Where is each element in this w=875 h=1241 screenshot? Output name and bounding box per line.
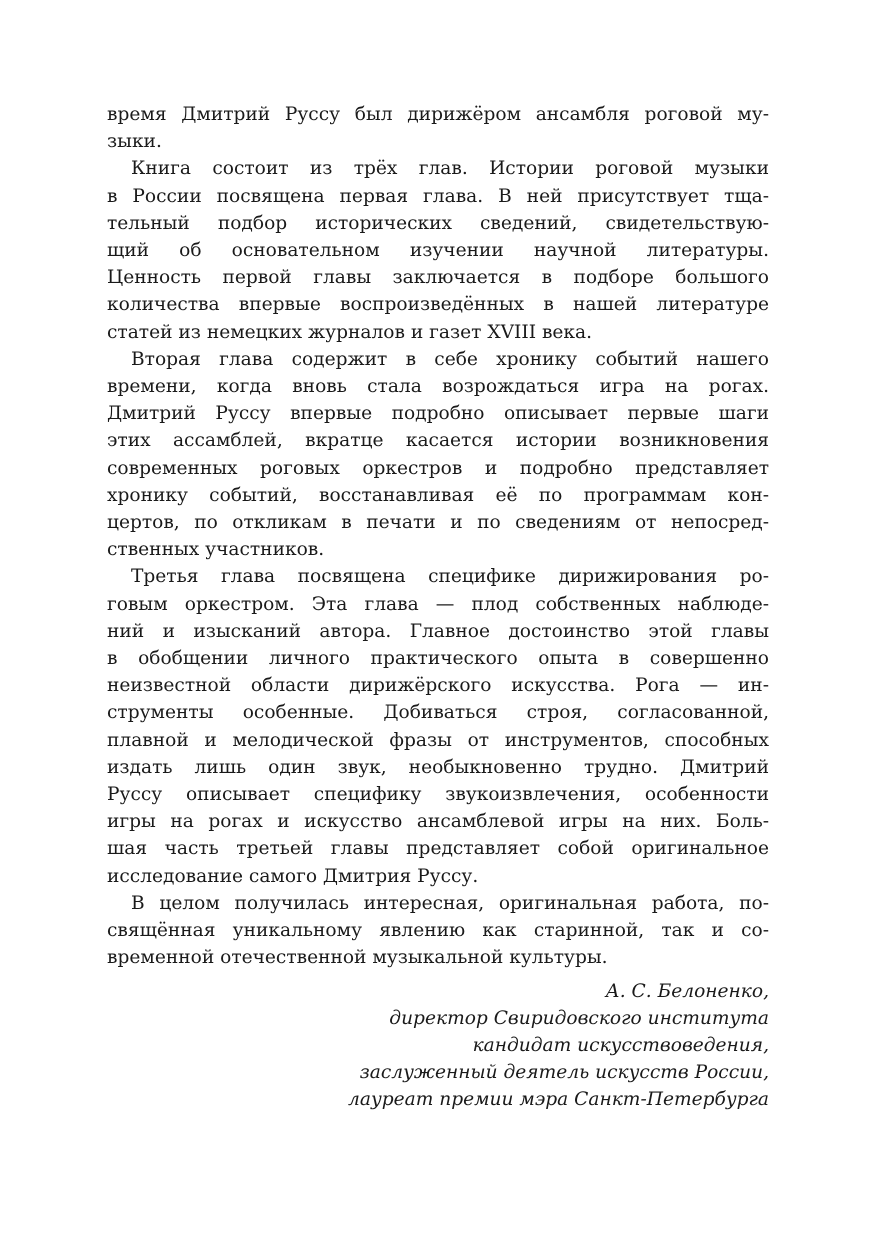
text-line: в России посвящена первая глава. В ней присутствует тща- [107,185,769,207]
signature-title: лауреат премии мэра Санкт-Петербурга [348,1089,769,1111]
signature-name: А. С. Белоненко, [605,980,769,1002]
paragraph-5 [107,890,769,972]
text-line: В целом получилась интересная, оригинальная работа, по- [131,892,769,914]
text-line: Вторая глава содержит в себе хронику событий нашего [131,348,769,370]
text-line: Руссу описывает специфику звукоизвлечения, особенности [107,784,769,806]
text-line: цертов, по откликам в печати и по сведениям от непосред- [107,512,769,534]
text-line: статей из немецких журналов и газет XVIII века. [107,321,593,343]
text-line: ственных участников. [107,539,325,561]
signature-title: кандидат искусствоведения, [472,1034,769,1056]
text-line: свящённая уникальному явлению как старинной, так и со- [107,920,769,942]
text-line: ний и изысканий автора. Главное достоинство этой главы [107,620,769,642]
signature-title: директор Свиридовского института [389,1007,769,1029]
text-line: этих ассамблей, вкратце касается истории возникновения [107,430,769,452]
text-line: хронику событий, восстанавливая её по программам кон- [107,484,769,506]
text-line: говым оркестром. Эта глава — плод собственных наблюде- [107,593,769,615]
text-line: время Дмитрий Руссу был дирижёром ансамбля роговой му- [107,104,769,125]
text-line: времени, когда вновь стала возрождаться игра на рогах. [107,376,769,398]
signature-title: заслуженный деятель искусств России, [359,1062,769,1084]
paragraph-3 [107,346,769,564]
text-line: тельный подбор исторических сведений, свидетельствую- [107,212,769,234]
paragraph-2 [107,155,769,345]
text-line: Ценность первой главы заключается в подборе большого [107,267,769,289]
text-line: игры на рогах и искусство ансамблевой игры на них. Боль- [107,811,769,833]
text-line: временной отечественной музыкальной культуры. [107,947,608,969]
text-line: струменты особенные. Добиваться строя, согласованной, [107,702,769,724]
paragraph-1 [107,101,769,155]
text-line: исследование самого Дмитрия Руссу. [107,865,479,887]
text-line: издать лишь один звук, необыкновенно трудно. Дмитрий [107,756,769,778]
page-body [107,101,769,1114]
text-line: зыки. [107,131,162,153]
signature-block [107,978,769,1114]
text-line: количества впервые воспроизведённых в нашей литературе [107,294,769,316]
text-line: Книга состоит из трёх глав. Истории роговой музыки [131,158,769,180]
text-line: неизвестной области дирижёрского искусства. Рога — ин- [107,675,769,697]
text-line: Третья глава посвящена специфике дирижирования ро- [131,566,769,588]
text-line: современных роговых оркестров и подробно представляет [107,457,769,479]
text-line: щий об основательном изучении научной литературы. [107,240,769,262]
text-line: Дмитрий Руссу впервые подробно описывает первые шаги [107,403,769,425]
text-line: в обобщении личного практического опыта в совершенно [107,648,769,670]
text-line: плавной и мелодической фразы от инструментов, способных [107,729,769,751]
text-line: шая часть третьей главы представляет собой оригинальное [107,838,769,860]
paragraph-4 [107,563,769,889]
